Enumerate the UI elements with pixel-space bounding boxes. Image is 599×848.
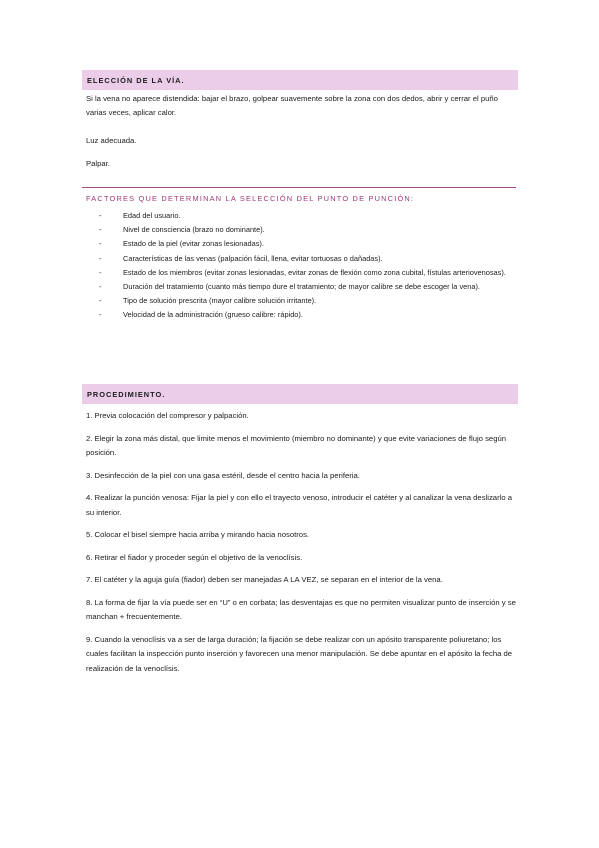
bullet-dash: - bbox=[99, 253, 102, 263]
list-item: - Tipo de solución prescrita (mayor calibre solución irritante). bbox=[99, 294, 515, 308]
procedure-step-5: 5. Colocar el bisel siempre hacia arriba y mirando hacia nosotros. bbox=[86, 530, 310, 539]
procedure-step-3: 3. Desinfección de la piel con una gasa estéril, desde el centro hacia la periferia. bbox=[86, 470, 360, 480]
list-item: - Edad del usuario. bbox=[99, 209, 515, 223]
list-item: - Velocidad de la administración (grueso calibre: rápido). bbox=[99, 308, 515, 322]
section-heading-procedimiento bbox=[82, 384, 518, 404]
paragraph-vena-distendida: Si la vena no aparece distendida: bajar el brazo, golpear suavemente sobre la zona con dos dedos, abrir y cerrar el puño varias veces, aplicar calor. bbox=[86, 94, 498, 117]
list-item: - Estado de la piel (evitar zonas lesionadas). bbox=[99, 237, 515, 251]
bullet-dash: - bbox=[99, 296, 102, 306]
procedure-step-6: 6. Retirar el fiador y proceder según el objetivo de la venoclísis. bbox=[86, 552, 303, 562]
list-item: - Nivel de consciencia (brazo no dominante). bbox=[99, 223, 515, 237]
procedure-step-4: 4. Realizar la punción venosa: Fijar la piel y con ello el trayecto venoso, introducir el catéter y al canalizar la vena deslizarlo a su interior. bbox=[86, 493, 513, 517]
procedure-step-2: 2. Elegir la zona más distal, que limite menos el movimiento (miembro no dominante) y que evite variaciones de flujo según posición. bbox=[86, 433, 507, 457]
procedure-steps bbox=[86, 409, 516, 684]
bullet-dash: - bbox=[99, 310, 102, 320]
bullet-dash: - bbox=[99, 211, 102, 220]
bullet-dash: - bbox=[99, 267, 102, 277]
procedure-step-7: 7. El catéter y la aguja guía (fiador) deben ser manejadas A LA VEZ, se separan en el interior de la vena. bbox=[86, 575, 443, 584]
procedure-step-9: 9. Cuando la venoclísis va a ser de larga duración; la fijación se debe realizar con un apósito transparente poliuretano; los cuales facilitan la inspección punto inserción y favorecen una menor manipulación. Se debe apuntar en el apósito la fecha de realización de la venoclísis. bbox=[86, 634, 513, 673]
list-item: - Duración del tratamiento (cuanto más tiempo dure el tratamiento; de mayor calibre se debe escoger la vena). bbox=[99, 280, 515, 294]
section-title-factores: FACTORES QUE DETERMINAN LA SELECCIÓN DEL PUNTO DE PUNCIÓN: bbox=[86, 194, 415, 203]
bullet-dash: - bbox=[99, 282, 102, 292]
bullet-dash: - bbox=[99, 225, 102, 235]
section-title-eleccion: ELECCIÓN DE LA VÍA. bbox=[87, 75, 185, 85]
bullet-dash: - bbox=[99, 239, 102, 249]
section-title-procedimiento: PROCEDIMIENTO. bbox=[87, 389, 166, 399]
procedure-step-8: 8. La forma de fijar la vía puede ser en “U” o en corbata; las desventajas es que no permiten visualizar punto de inserción y se manchan + frecuentemente. bbox=[86, 597, 516, 621]
section-divider bbox=[82, 187, 516, 188]
list-item: - Estado de los miembros (evitar zonas lesionadas, evitar zonas de flexión como zona cubital, fístulas arteriovenosas). bbox=[99, 266, 515, 280]
procedure-step-1: 1. Previa colocación del compresor y palpación. bbox=[86, 411, 249, 420]
list-item: - Características de las venas (palpación fácil, llena, evitar tortuosas o dañadas). bbox=[99, 252, 515, 266]
paragraph-palpar: Palpar. bbox=[86, 159, 110, 168]
paragraph-luz: Luz adecuada. bbox=[86, 136, 137, 145]
factor-list bbox=[99, 209, 515, 323]
section-heading-eleccion bbox=[82, 70, 518, 90]
